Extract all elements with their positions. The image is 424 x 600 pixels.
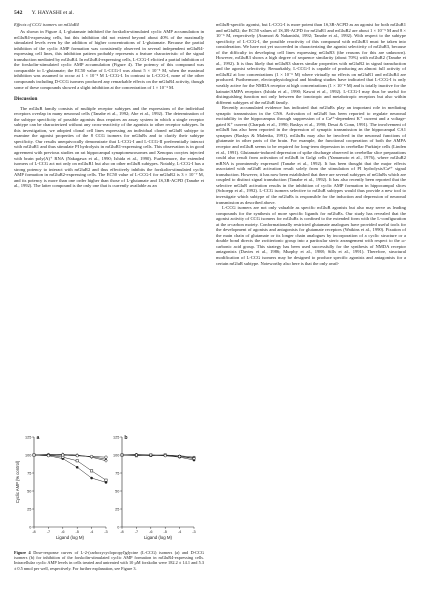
y-tick-label: 50	[27, 489, 32, 494]
data-point	[62, 454, 65, 457]
x-tick-label: -7	[134, 530, 139, 534]
discussion-heading: Discussion	[14, 96, 38, 103]
running-head-authors: Y. HAYASHI et al.	[31, 10, 75, 16]
x-tick-label: -5	[75, 530, 79, 534]
data-point	[105, 479, 107, 481]
figure-4	[14, 427, 204, 571]
running-head	[14, 10, 410, 20]
page-number: 542	[14, 10, 23, 16]
x-tick-label: -6	[61, 530, 65, 534]
dose-response-chart	[14, 427, 204, 547]
x-tick-label: -4	[177, 530, 182, 534]
x-tick-label: -6	[149, 530, 153, 534]
y-tick-label: 125	[25, 435, 32, 440]
figure-caption-text: Dose-response curves of L-2-(carboxycyclopropyl)glycine (L-CCG) isomers (a) and D-CCG isomers (b) for inhibition of the forskolin-stimulated cyclic AMP formation in mGluR4-expressing cells. Intracellular cyclic AMP levels in cells treated and untreated with 10 μM forskolin were 182.2 ± 14.1 and 5.3 ± 0.5 nmol per well, respectively. For further explanation, see Figure 3.	[14, 550, 204, 571]
x-tick-label: -8	[120, 530, 124, 534]
panel-label: a	[36, 435, 40, 441]
x-tick-label: -7	[46, 530, 51, 534]
data-point	[33, 454, 36, 457]
series-line	[34, 455, 106, 457]
y-tick-label: 100	[25, 453, 32, 458]
y-tick-label: 125	[113, 435, 120, 440]
figure-caption	[14, 550, 204, 571]
y-tick-label: 25	[27, 507, 32, 512]
y-tick-label: 0	[29, 525, 32, 530]
paragraph: Recently accumulated evidence has indicated that mGluRs play an important role in mediating synaptic transmission in the CNS. Activation of mGluR has been reported to regulate neuronal excitability in the hippocampus through suppression of a Ca²⁺-dependent K⁺ current and a voltage-gated K⁺ current (Charpak et al., 1990; Baskys et al., 1990; Desai & Conn, 1991). The involvement of mGluR has also been reported in the depression of synaptic transmission in the hippocampal CA1 synapses (Baskys & Malenka, 1991). mGluRs may also be involved in the neuronal functions of glutamate in other parts of the brain. For example, the functional cooperation of both the AMPA receptor and mGluR seems to be required for long-term depression in cerebellar Purkinje cells (Linden et al., 1991). Glutamate-induced depression of spike discharge observed in cerebellar slice preparations could also result from activation of mGluR in Golgi cells (Yamamoto et al., 1976), where mGluR2 mRNA is prominently expressed (Tanabe et al., 1992). It has been thought that the major effects associated with mGluR activation result solely from the stimulation of PI hydrolysis/Ca²⁺ signal transduction. However, it has now been established that there are several subtypes of mGluRs which are coupled to distinct signal transduction (Tanabe et al., 1992). It has also recently been reported that the selective mGluR activation results in the inhibition of cyclic AMP formation in hippocampal slices (Schoepp et al., 1992). L-CCG isomers selective to mGluR subtypes would thus provide a new tool to investigate which subtype of the mGluRs is responsible for the induction and depression of neuronal transmission as described above.	[216, 105, 406, 205]
paragraph: mGluR-specific agonist, but L-CCG-I is more potent than 1S,3R-ACPD as an agonist for both mGluR1 and mGluR2; the EC50 values of 1S,3R-ACPD for mGluR1 and mGluR2 are about 1 × 10⁻⁵ M and 8 × 10⁻⁶ M, respectively (Aramori & Nakanishi, 1992; Tanabe et al., 1992). With respect to the subtype specificity of L-CCG-I, the possible reactivity of this compound with mGluR3 must be taken into consideration. We have not yet succeeded in characterizing the agonist selectivity of mGluR3, because of the difficulty in developing cell lines expressing mGluR3 (the reasons for this are unknown). However, mGluR3 shows a high degree of sequence similarity (about 70%) with mGluR2 (Tanabe et al., 1992). It is thus likely that mGluR3 shares similar properties with mGluR2 in signal transduction and the agonist selectivity. Remarkably, L-CCG-I is capable of producing an almost full activity of mGluR2 at low concentrations (1 × 10⁻⁶ M) where virtually no effects on mGluR1 and mGluR4 are produced. Furthermore, electrophysiological and binding studies have indicated that L-CCG-I is only weakly active for the NMDA receptor at high concentrations (1 × 10⁻⁴ M) and is totally inactive for the kainate/AMPA receptors (Ishida et al., 1990; Kawai et al., 1992). L-CCG-I may thus be useful for distinguishing function not only between the ionotropic and metabotropic receptors but also within different subtypes of the mGluR family.	[216, 22, 406, 105]
data-point	[76, 454, 79, 457]
y-tick-label: 75	[115, 471, 120, 476]
data-point	[47, 454, 50, 457]
data-point	[90, 455, 93, 458]
data-point	[76, 460, 78, 462]
data-point	[105, 456, 108, 459]
panel-label: b	[124, 435, 128, 441]
series-line	[34, 455, 106, 480]
x-tick-label: -8	[32, 530, 36, 534]
data-point	[90, 477, 93, 480]
x-tick-label: -3	[104, 530, 108, 534]
right-column	[216, 22, 406, 266]
x-axis-label: Ligand (log M)	[143, 535, 173, 540]
y-tick-label: 0	[117, 525, 120, 530]
y-tick-label: 50	[115, 489, 120, 494]
y-axis-label: Cyclic AMP (% control)	[15, 460, 20, 504]
data-point	[76, 466, 79, 469]
y-tick-label: 75	[27, 471, 32, 476]
figure-label: Figure 4	[14, 550, 31, 555]
section-title-ccg-mglur4: Effects of CCG isomers on mGluR4	[14, 22, 79, 27]
x-tick-label: -5	[163, 530, 167, 534]
x-axis-label: Ligand (log M)	[55, 535, 85, 540]
paragraph: The mGluR family consists of multiple receptor subtypes and the expressions of the individual receptors overlap in many neuronal cells (Tanabe et al., 1992; Abe et al., 1992). The determination of the subtype specificity of possible agonists thus requires an assay system in which a single receptor subtype can be characterized without any cross-reactivity of the agonists to other receptor subtypes. In this investigation, we adopted clonal cell lines expressing an individual cloned mGluR subtype to examine the agonist properties of the 8 CCG isomers for mGluRs and to clarify their subtype specificity. Our results unequivocally demonstrate that L-CCG-I and L-CCG-II preferentially interact with mGluR1 and thus stimulate PI hydrolysis in mGluR1-expressing cells. This observation is in good agreement with previous studies on rat hippocampal synaptoneurosomes and Xenopus oocytes injected with brain poly(A)⁺ RNA (Nakagawa et al., 1990; Ishida et al., 1990). Furthermore, the extended isomers of L-CCG act not only on mGluR1 but also on other mGluR subtypes. Notably, L-CCG-I has a strong potency to interact with mGluR2 and thus effectively inhibits the forskolin-stimulated cyclic AMP formation in mGluR2-expressing cells. The EC50 value of L-CCG-I for mGluR2 is 3 × 10⁻⁷ M, and its potency is more than one order higher than those of L-glutamate and 1S,3R-ACPD (Tanabe et al., 1992). The latter compound is the only one that is currently available as an	[14, 105, 204, 189]
data-point	[90, 470, 92, 472]
y-tick-label: 100	[113, 453, 120, 458]
x-tick-label: -4	[89, 530, 94, 534]
paragraph: L-CCG isomers are not only valuable as specific mGluR agonists but also may serve as leading compounds for the synthesis of more specific ligands for mGluRs. Our study has revealed that the agonist activity of CCG isomers for mGluRs is confined to the extended form with the L-configuration at the α-carbon moiety. Conformationally restricted glutamate analogues have provided useful tools for the development of agonists and antagonists for glutamate receptors (Watkins et al., 1990). Fixation of the main chain of glutamate or its longer chain analogues by incorporation of a cyclic structure or a double bond directs the zwitterionic group into a particular steric arrangement with respect to the ω-carbonic acid group. This strategy has been used successfully for the synthesis of NMDA receptor antagonists (Davies et al., 1986; Murphy et al., 1988; Sills et al., 1991). Therefore, structural modification of L-CCG isomers may be designed to produce specific agonists and antagonists for a certain mGluR subtype. Noteworthy also here is that the only avail-	[216, 205, 406, 266]
paragraph: As shown in Figure 4, L-glutamate inhibited the forskolin-stimulated cyclic AMP accumulation in mGluR4-expressing cells, but this inhibition did not extend beyond about 40% of the maximally stimulated levels even by the addition of higher concentrations of L-glutamate. Because the partial inhibition of the cyclic AMP formation was consistently observed in several independent mGluR4-expressing cell lines, this inhibition pattern probably represents a feature characteristic of the signal transduction mediated by mGluR4. In mGluR4-expressing cells, L-CCG-I elicited a partial inhibition of the forskolin-stimulated cyclic AMP accumulation (Figure 4). The potency of this compound was comparable to L-glutamate; the EC50 value of L-CCG-I was about 5 × 10⁻⁵ M, when the maximal inhibition was assumed to occur at 1 × 10⁻³ M L-CCG-I. In contrast to L-CCG-I, none of the other compounds including D-CCG isomers produced any remarkable effects on the mGluR4 activity, though some of these compounds showed a slight inhibition at the concentration of 1 × 10⁻³ M.	[14, 29, 204, 90]
left-column	[14, 22, 204, 189]
y-tick-label: 25	[115, 507, 120, 512]
x-tick-label: -3	[192, 530, 196, 534]
